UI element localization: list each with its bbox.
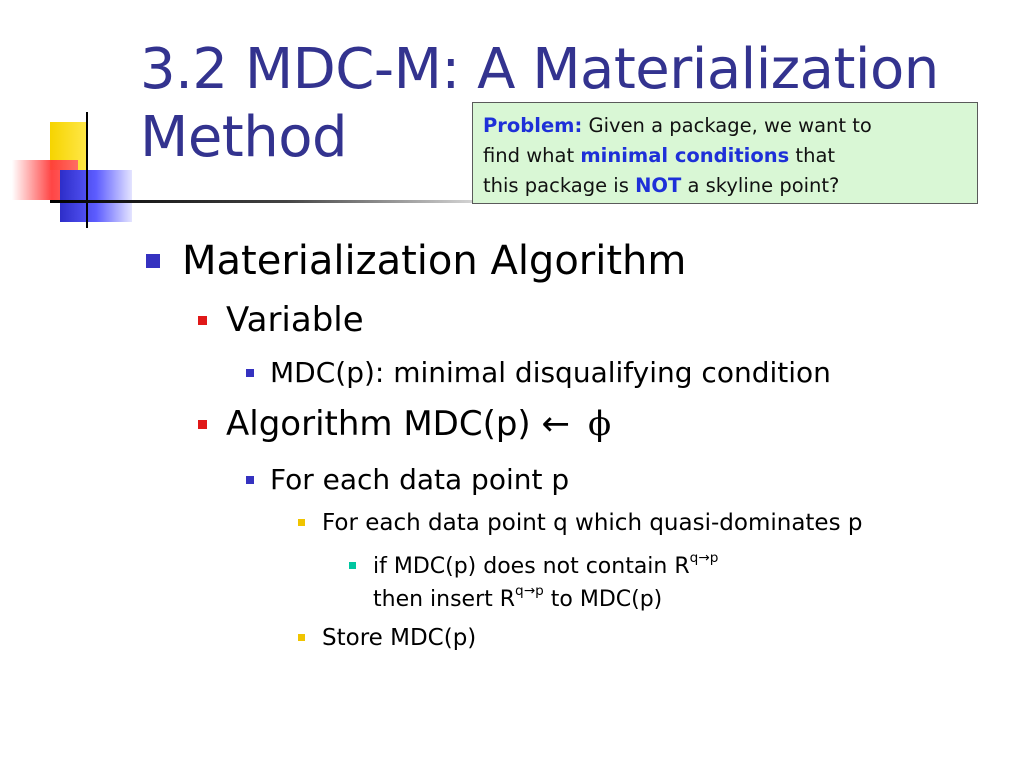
overlapping-squares-logo-icon	[0, 0, 140, 240]
bullet-text: Store MDC(p)	[322, 625, 477, 651]
square-bullet-icon	[246, 369, 254, 377]
bullet-text	[226, 404, 611, 444]
title-underline	[50, 200, 480, 203]
bullet-if-mdc	[349, 550, 718, 616]
square-bullet-icon	[198, 316, 207, 325]
square-bullet-icon	[146, 254, 160, 268]
callout-label: Problem:	[483, 114, 583, 137]
if-line	[373, 549, 719, 579]
bullet-store-mdc	[298, 625, 476, 651]
bullet-text: Variable	[226, 300, 364, 340]
bullet-algorithm-mdc	[198, 404, 611, 444]
problem-callout	[472, 102, 978, 204]
bullet-variable	[198, 300, 364, 340]
callout-text1: Given a package, we want to	[582, 114, 872, 137]
left-arrow-icon: ←	[541, 404, 570, 444]
square-bullet-icon	[298, 634, 305, 641]
then-suffix: to MDC(p)	[543, 587, 663, 612]
then-superscript: q→p	[515, 582, 544, 599]
then-text: then insert R	[373, 587, 516, 612]
slide-title-line2: Method	[140, 105, 348, 170]
bullet-text: Materialization Algorithm	[182, 238, 687, 284]
callout-keyword-minimal-conditions: minimal conditions	[580, 144, 790, 167]
callout-text4: this package is	[483, 174, 636, 197]
bullet-mdc-definition	[246, 356, 831, 389]
square-bullet-icon	[298, 519, 305, 526]
bullet-materialization-algorithm	[146, 238, 686, 284]
square-bullet-icon	[349, 562, 356, 569]
bullet-text: For each data point q which quasi-dominates p	[322, 510, 863, 536]
callout-text3: that	[789, 144, 836, 167]
blue-square-icon	[60, 170, 132, 222]
callout-keyword-not: NOT	[635, 174, 682, 197]
callout-text2: find what	[483, 144, 581, 167]
square-bullet-icon	[246, 476, 254, 484]
then-line	[373, 582, 663, 612]
bullet-for-each-p	[246, 463, 569, 496]
square-bullet-icon	[198, 420, 207, 429]
callout-text5: a skyline point?	[681, 174, 840, 197]
bullet-text	[373, 550, 718, 616]
if-superscript: q→p	[689, 549, 719, 566]
bullet-for-each-q	[298, 510, 862, 536]
callout-line3	[483, 171, 967, 201]
callout-line1	[483, 111, 967, 141]
phi-symbol: ϕ	[588, 404, 612, 444]
algorithm-label: Algorithm MDC(p)	[226, 404, 542, 444]
slide-title-line1: 3.2 MDC-M: A Materialization	[140, 37, 939, 102]
bullet-text: For each data point p	[270, 463, 570, 496]
if-text: if MDC(p) does not contain R	[373, 554, 690, 579]
logo-divider	[86, 112, 88, 228]
bullet-text: MDC(p): minimal disqualifying condition	[270, 356, 831, 389]
callout-line2	[483, 141, 967, 171]
